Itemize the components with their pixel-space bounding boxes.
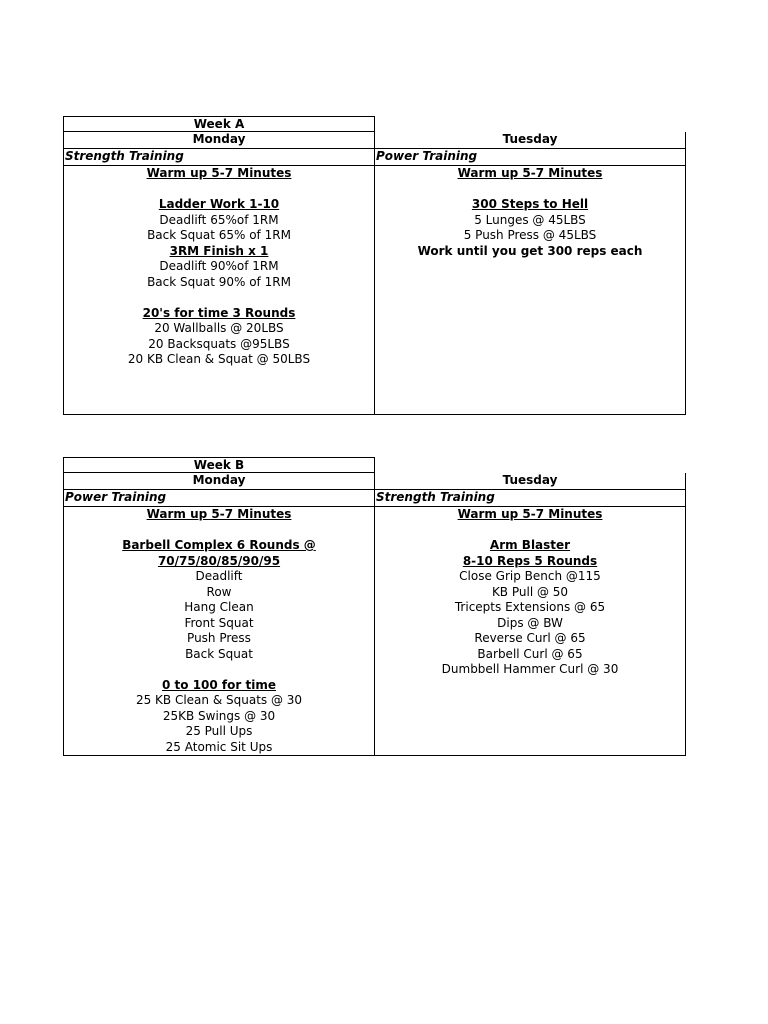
week-a-monday-type: Strength Training [64,149,375,165]
workout-line: Warm up 5-7 Minutes [146,507,292,521]
workout-line: Hang Clean [184,600,254,614]
workout-line [64,290,374,306]
workout-line: 20 Backsquats @95LBS [148,336,290,351]
workout-line: Dumbbell Hammer Curl @ 30 [441,662,619,676]
week-a-type-row [63,149,686,166]
workout-line: Row [206,584,232,599]
workout-line: Barbell Complex 6 Rounds @ [122,538,316,552]
workout-line: Warm up 5-7 Minutes [457,166,603,180]
workout-line: Dips @ BW [497,615,563,630]
workout-line [64,182,374,198]
workout-line: Deadlift [195,569,243,583]
workout-line: Front Squat [184,615,254,630]
week-a-tuesday-type: Power Training [376,149,478,163]
week-a-tuesday-workout [375,166,685,414]
workout-line: KB Pull @ 50 [491,584,569,599]
workout-line: 5 Push Press @ 45LBS [463,228,597,242]
workout-line: Push Press [187,631,251,645]
workout-line: Close Grip Bench @115 [459,569,601,583]
workout-line: Deadlift 65%of 1RM [159,212,279,227]
week-a-monday-workout [64,166,375,414]
workout-line: 25 Atomic Sit Ups [165,739,273,754]
week-a-tuesday-label: Tuesday [502,132,558,146]
week-a-day-row [63,132,686,149]
workout-line: Warm up 5-7 Minutes [146,166,292,180]
workout-line: Barbell Curl @ 65 [477,646,583,661]
workout-line [375,182,685,198]
workout-line [64,662,374,678]
week-a-monday-label: Monday [64,132,375,148]
week-b-tuesday-type: Strength Training [376,490,495,504]
workout-line: 70/75/80/85/90/95 [157,553,281,568]
workout-line: Reverse Curl @ 65 [474,631,586,645]
week-b-body-row [63,507,686,756]
week-b-empty-cell [375,457,686,473]
workout-line: 5 Lunges @ 45LBS [474,212,586,227]
workout-line [375,523,685,539]
workout-line: Back Squat 65% of 1RM [147,228,291,242]
week-a-empty-cell [375,116,686,132]
workout-line: Arm Blaster [489,538,571,552]
week-b-table [63,457,686,756]
workout-line: 20 Wallballs @ 20LBS [154,321,284,335]
workout-line: 0 to 100 for time [162,677,276,692]
week-a-header-row [63,116,686,132]
workout-line: 3RM Finish x 1 [169,243,269,258]
week-a-table [63,116,686,415]
workout-line: Ladder Work 1-10 [158,197,280,211]
workout-line: 25 KB Clean & Squats @ 30 [135,693,303,707]
workout-line: Deadlift 90%of 1RM [159,259,279,273]
week-b-day-row [63,473,686,490]
workout-line: 20 KB Clean & Squat @ 50LBS [127,352,311,366]
week-b-monday-type: Power Training [64,490,375,506]
week-b-tuesday-label: Tuesday [502,473,558,487]
week-a-body-row [63,166,686,415]
week-a-label: Week A [63,116,375,132]
workout-line: Work until you get 300 reps each [417,243,643,258]
workout-line: Back Squat [185,646,253,661]
workout-line: 20's for time 3 Rounds [142,305,296,320]
week-b-monday-label: Monday [64,473,375,489]
workout-line: 25 Pull Ups [185,724,253,738]
workout-line: 300 Steps to Hell [471,197,589,211]
week-b-type-row [63,490,686,507]
workout-line: Tricepts Extensions @ 65 [454,600,606,614]
week-b-header-row [63,457,686,473]
week-b-tuesday-workout [375,507,685,755]
week-b-monday-workout [64,507,375,755]
workout-line: Warm up 5-7 Minutes [457,507,603,521]
week-b-label: Week B [63,457,375,473]
workout-line: 8-10 Reps 5 Rounds [462,553,598,568]
workout-line [64,523,374,539]
workout-line: Back Squat 90% of 1RM [147,274,291,289]
workout-line: 25KB Swings @ 30 [162,708,276,723]
